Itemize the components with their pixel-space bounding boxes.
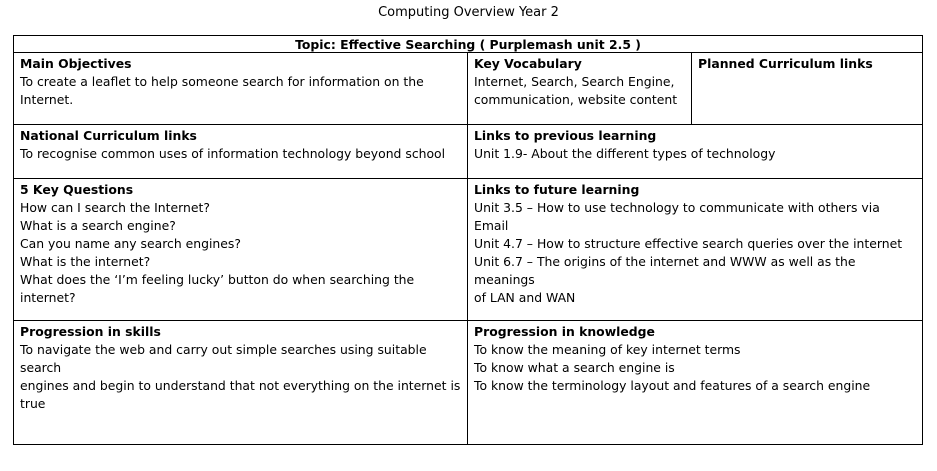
- key-vocabulary-line: Internet, Search, Search Engine,: [474, 74, 675, 89]
- links-future-learning-line: Unit 6.7 – The origins of the internet and WWW as well as the meanings: [474, 254, 856, 287]
- progression-skills-cell: [14, 321, 468, 445]
- vocabulary-and-links-cell: [468, 53, 923, 125]
- key-questions-heading: 5 Key Questions: [20, 182, 134, 197]
- planned-curriculum-links-heading: Planned Curriculum links: [698, 56, 873, 71]
- main-objectives-line: Internet.: [20, 92, 74, 107]
- national-curriculum-links-line: To recognise common uses of information technology beyond school: [20, 146, 446, 161]
- progression-skills-line: To navigate the web and carry out simple searches using suitable search: [20, 342, 427, 375]
- links-previous-learning-heading: Links to previous learning: [474, 128, 657, 143]
- progression-skills-heading: Progression in skills: [20, 324, 161, 339]
- links-previous-learning-cell: [468, 125, 923, 179]
- links-future-learning-cell: [468, 179, 923, 321]
- links-future-learning-line: Unit 4.7 – How to structure effective search queries over the internet: [474, 236, 903, 251]
- main-objectives-heading: Main Objectives: [20, 56, 132, 71]
- progression-knowledge-heading: Progression in knowledge: [474, 324, 655, 339]
- curriculum-row: [14, 125, 923, 179]
- progression-row: [14, 321, 923, 445]
- key-question-item: How can I search the Internet?: [20, 200, 210, 215]
- key-question-item: Can you name any search engines?: [20, 236, 241, 251]
- progression-knowledge-cell: [468, 321, 923, 445]
- progression-knowledge-line: To know what a search engine is: [474, 360, 675, 375]
- progression-knowledge-line: To know the meaning of key internet terms: [474, 342, 741, 357]
- progression-knowledge-line: To know the terminology layout and features of a search engine: [474, 378, 871, 393]
- links-previous-learning-line: Unit 1.9- About the different types of technology: [474, 146, 776, 161]
- key-question-item: What is a search engine?: [20, 218, 176, 233]
- key-question-item: What is the internet?: [20, 254, 151, 269]
- overview-table: [13, 35, 923, 445]
- links-future-learning-heading: Links to future learning: [474, 182, 640, 197]
- national-curriculum-links-heading: National Curriculum links: [20, 128, 197, 143]
- key-question-item: What does the ‘I’m feeling lucky’ button do when searching the internet?: [20, 272, 415, 305]
- main-objectives-line: To create a leaflet to help someone search for information on the: [20, 74, 424, 89]
- questions-row: [14, 179, 923, 321]
- objectives-row: [14, 53, 923, 125]
- vocabulary-split: [468, 53, 922, 124]
- document-title: Computing Overview Year 2: [378, 5, 559, 20]
- topic-row: [14, 36, 923, 53]
- links-future-learning-line: of LAN and WAN: [474, 290, 576, 305]
- progression-skills-line: true: [20, 396, 46, 411]
- key-vocabulary-cell: [468, 53, 692, 124]
- national-curriculum-links-cell: [14, 125, 468, 179]
- key-vocabulary-line: communication, website content: [474, 92, 678, 107]
- key-vocabulary-heading: Key Vocabulary: [474, 56, 582, 71]
- links-future-learning-line: Unit 3.5 – How to use technology to communicate with others via Email: [474, 200, 880, 233]
- topic-title: Topic: Effective Searching ( Purplemash unit 2.5 ): [14, 36, 923, 53]
- key-questions-cell: [14, 179, 468, 321]
- progression-skills-line: engines and begin to understand that not everything on the internet is: [20, 378, 461, 393]
- planned-curriculum-links-cell: [692, 53, 922, 124]
- main-objectives-cell: [14, 53, 468, 125]
